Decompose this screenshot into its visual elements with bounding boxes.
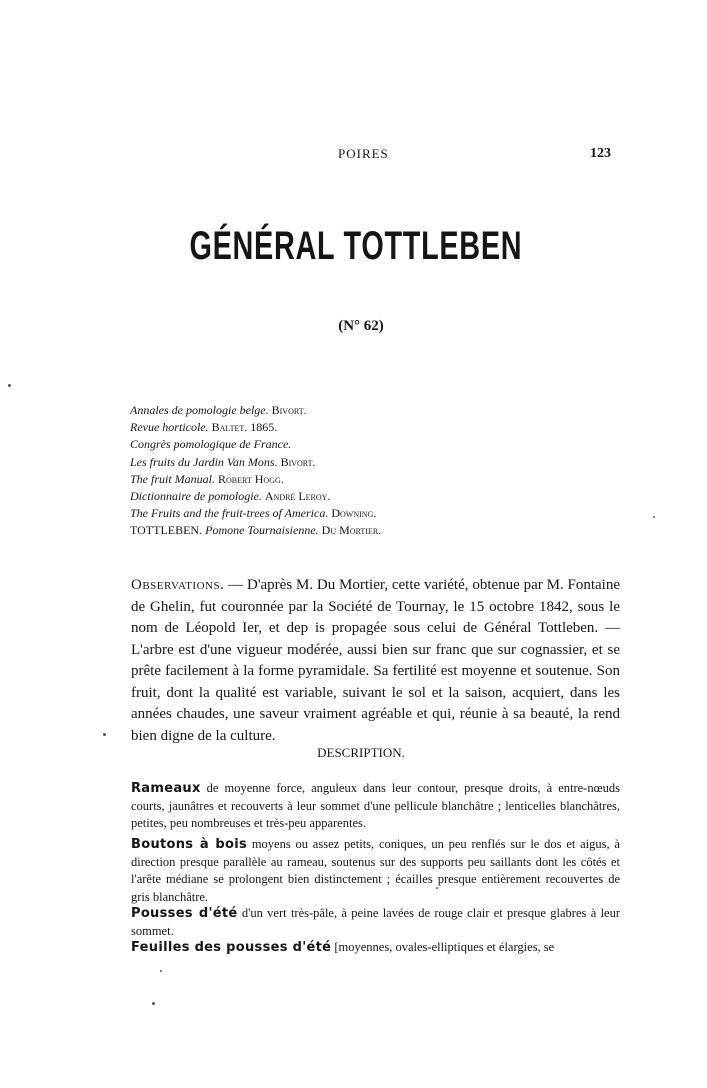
scan-speck xyxy=(160,970,162,972)
scan-speck xyxy=(152,1002,155,1005)
description-item xyxy=(131,939,620,957)
scan-speck xyxy=(653,516,655,518)
reference-author: Bivort. xyxy=(280,454,316,469)
description-item xyxy=(131,836,620,906)
reference-list xyxy=(130,402,580,540)
scan-speck xyxy=(436,887,438,889)
reference-work: Dictionnaire de pomologie. xyxy=(130,489,262,504)
description-term: Rameaux xyxy=(131,781,201,796)
reference-item xyxy=(130,488,580,505)
reference-work: Pomone Tournaisienne. xyxy=(205,523,319,538)
reference-work: Annales de pomologie belge. xyxy=(130,403,269,417)
scan-speck xyxy=(103,733,106,736)
scan-speck xyxy=(8,384,11,387)
reference-author: André Leroy. xyxy=(264,489,331,504)
reference-item xyxy=(130,402,580,419)
description-term: Feuilles des pousses d'été xyxy=(131,940,332,955)
reference-author: Downing. xyxy=(331,506,377,521)
reference-author: Baltet. 1865. xyxy=(211,420,278,435)
reference-item xyxy=(130,454,580,471)
description-term: Boutons à bois xyxy=(131,837,248,852)
reference-work: The Fruits and the fruit-trees of America. xyxy=(130,506,329,521)
reference-work: Congrès pomologique de France. xyxy=(130,437,292,452)
description-text: d'un vert très-pâle, à peine lavées de rouge clair et presque glabres à leur sommet. xyxy=(131,906,620,938)
reference-item xyxy=(130,522,580,539)
description-text: moyens ou assez petits, coniques, un peu renflés sur le dos et aigus, à direction presque parallèle au rameau, soutenus sur des supports peu saillants dont les côtés et l'arête médiane se prolongent bien distinctement ; écailles presque entièrement recouvertes de gris blanchâtre. xyxy=(131,837,620,904)
reference-author: Bivort. xyxy=(271,403,307,417)
reference-work: Les fruits du Jardin Van Mons. xyxy=(130,454,278,469)
reference-author: Du Mortier. xyxy=(321,523,382,538)
description-item xyxy=(131,905,620,940)
running-title: POIRES xyxy=(338,146,389,161)
reference-item xyxy=(130,419,580,436)
observations-paragraph xyxy=(131,575,620,747)
observations-label: Observations. xyxy=(131,577,225,593)
description-text: [moyennes, ovales-elliptiques et élargies, se xyxy=(331,940,555,954)
description-heading: DESCRIPTION. xyxy=(317,745,405,760)
description-term: Pousses d'été xyxy=(131,906,238,921)
page-number: 123 xyxy=(590,146,611,161)
page-title: GÉNÉRAL TOTTLEBEN xyxy=(189,224,523,268)
reference-work: The fruit Manual. xyxy=(130,471,216,486)
reference-item xyxy=(130,471,580,488)
reference-prefix: TOTTLEBEN. xyxy=(130,523,203,538)
reference-item xyxy=(130,505,580,522)
variety-number: (N° 62) xyxy=(338,318,384,334)
description-item xyxy=(131,780,620,833)
observations-text: — D'après M. Du Mortier, cette variété, obtenue par M. Fontaine de Ghelin, fut couronnée par la Société de Tournay, le 15 octobre 1842, sous le nom de Léopold Ier, et dep is propagée sous celui de Général Tottleben. — L'arbre est d'une vigueur modérée, aussi bien sur franc que sur cognassier, et se prête facilement à la forme pyramidale. Sa fertilité est moyenne et soutenue. Son fruit, dont la qualité est variable, suivant le sol et la saison, acquiert, dans les années chaudes, une saveur vraiment agréable et qui, réunie à sa beauté, la rend bien digne de la culture. xyxy=(131,577,620,744)
reference-item xyxy=(130,436,580,453)
description-text: de moyenne force, anguleux dans leur contour, presque droits, à entre-nœuds courts, jaunâtres et recouverts à leur sommet d'une pellicule blanchâtre ; lenticelles blanchâtres, petites, peu nombreuses et très-peu apparentes. xyxy=(131,781,620,831)
reference-work: Revue horticole. xyxy=(130,420,209,435)
reference-author: Robert Hogg. xyxy=(218,471,284,486)
